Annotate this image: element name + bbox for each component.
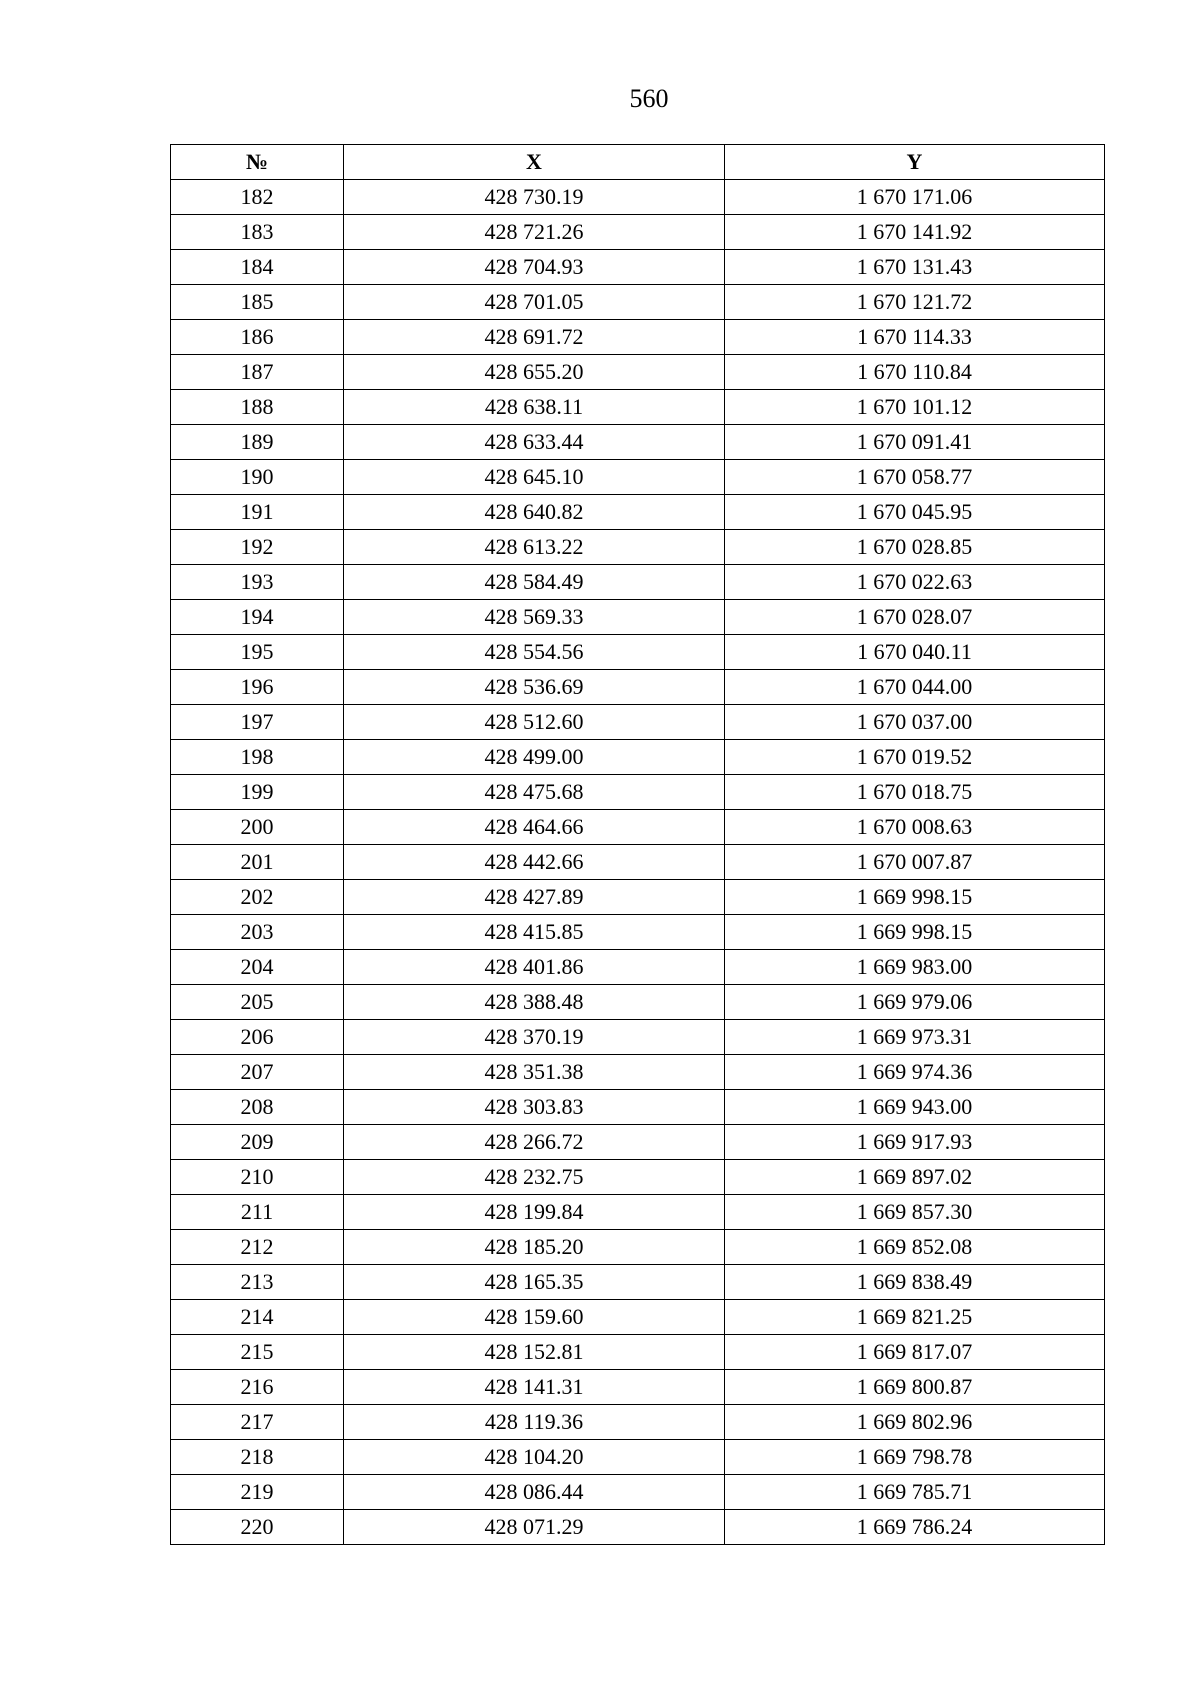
cell-number: 215 (171, 1335, 344, 1370)
cell-y: 1 669 785.71 (725, 1475, 1105, 1510)
table-row (171, 950, 1105, 985)
table-row (171, 740, 1105, 775)
cell-x: 428 613.22 (344, 530, 725, 565)
cell-number: 191 (171, 495, 344, 530)
table-row (171, 495, 1105, 530)
cell-x: 428 442.66 (344, 845, 725, 880)
table-row (171, 390, 1105, 425)
cell-y: 1 669 943.00 (725, 1090, 1105, 1125)
cell-y: 1 670 058.77 (725, 460, 1105, 495)
table-row (171, 1300, 1105, 1335)
cell-y: 1 669 821.25 (725, 1300, 1105, 1335)
cell-x: 428 351.38 (344, 1055, 725, 1090)
table-row (171, 845, 1105, 880)
cell-y: 1 669 983.00 (725, 950, 1105, 985)
cell-y: 1 670 091.41 (725, 425, 1105, 460)
cell-x: 428 464.66 (344, 810, 725, 845)
cell-number: 217 (171, 1405, 344, 1440)
table-row (171, 250, 1105, 285)
table-row (171, 915, 1105, 950)
table-row (171, 180, 1105, 215)
cell-x: 428 554.56 (344, 635, 725, 670)
cell-x: 428 185.20 (344, 1230, 725, 1265)
cell-x: 428 721.26 (344, 215, 725, 250)
cell-x: 428 499.00 (344, 740, 725, 775)
cell-y: 1 669 802.96 (725, 1405, 1105, 1440)
table-row (171, 1440, 1105, 1475)
table-row (171, 285, 1105, 320)
cell-x: 428 427.89 (344, 880, 725, 915)
cell-number: 211 (171, 1195, 344, 1230)
cell-number: 194 (171, 600, 344, 635)
cell-number: 198 (171, 740, 344, 775)
table-row (171, 1335, 1105, 1370)
cell-number: 212 (171, 1230, 344, 1265)
cell-x: 428 199.84 (344, 1195, 725, 1230)
cell-x: 428 655.20 (344, 355, 725, 390)
table-row (171, 600, 1105, 635)
cell-number: 209 (171, 1125, 344, 1160)
table-row (171, 460, 1105, 495)
table-row (171, 530, 1105, 565)
cell-x: 428 119.36 (344, 1405, 725, 1440)
cell-y: 1 670 007.87 (725, 845, 1105, 880)
cell-number: 218 (171, 1440, 344, 1475)
cell-number: 186 (171, 320, 344, 355)
page-number: 560 (629, 84, 669, 113)
cell-x: 428 370.19 (344, 1020, 725, 1055)
cell-x: 428 475.68 (344, 775, 725, 810)
cell-y: 1 670 028.85 (725, 530, 1105, 565)
cell-x: 428 691.72 (344, 320, 725, 355)
cell-x: 428 141.31 (344, 1370, 725, 1405)
cell-number: 197 (171, 705, 344, 740)
cell-number: 182 (171, 180, 344, 215)
cell-number: 189 (171, 425, 344, 460)
cell-x: 428 303.83 (344, 1090, 725, 1125)
cell-x: 428 704.93 (344, 250, 725, 285)
cell-y: 1 670 019.52 (725, 740, 1105, 775)
cell-x: 428 512.60 (344, 705, 725, 740)
cell-x: 428 633.44 (344, 425, 725, 460)
coordinates-table (170, 144, 1105, 1545)
cell-x: 428 086.44 (344, 1475, 725, 1510)
table-row (171, 355, 1105, 390)
cell-y: 1 670 018.75 (725, 775, 1105, 810)
cell-number: 200 (171, 810, 344, 845)
cell-y: 1 670 028.07 (725, 600, 1105, 635)
table-row (171, 425, 1105, 460)
cell-number: 201 (171, 845, 344, 880)
table-row (171, 1125, 1105, 1160)
cell-y: 1 670 040.11 (725, 635, 1105, 670)
table-row (171, 320, 1105, 355)
table-header (171, 145, 1105, 180)
cell-x: 428 536.69 (344, 670, 725, 705)
table-row (171, 1055, 1105, 1090)
table-row (171, 705, 1105, 740)
cell-number: 187 (171, 355, 344, 390)
table-row (171, 1370, 1105, 1405)
cell-number: 219 (171, 1475, 344, 1510)
cell-x: 428 165.35 (344, 1265, 725, 1300)
cell-x: 428 232.75 (344, 1160, 725, 1195)
cell-y: 1 670 110.84 (725, 355, 1105, 390)
cell-number: 185 (171, 285, 344, 320)
cell-y: 1 670 114.33 (725, 320, 1105, 355)
cell-x: 428 645.10 (344, 460, 725, 495)
cell-number: 196 (171, 670, 344, 705)
column-header-y: Y (725, 145, 1105, 180)
column-header-number: № (171, 145, 344, 180)
cell-y: 1 669 817.07 (725, 1335, 1105, 1370)
cell-y: 1 670 045.95 (725, 495, 1105, 530)
cell-number: 183 (171, 215, 344, 250)
cell-x: 428 638.11 (344, 390, 725, 425)
table-row (171, 1510, 1105, 1545)
cell-number: 214 (171, 1300, 344, 1335)
table-body (171, 180, 1105, 1545)
cell-y: 1 669 852.08 (725, 1230, 1105, 1265)
cell-x: 428 152.81 (344, 1335, 725, 1370)
cell-y: 1 669 998.15 (725, 915, 1105, 950)
cell-x: 428 701.05 (344, 285, 725, 320)
cell-y: 1 670 141.92 (725, 215, 1105, 250)
cell-number: 202 (171, 880, 344, 915)
cell-y: 1 669 857.30 (725, 1195, 1105, 1230)
table-row (171, 1265, 1105, 1300)
cell-y: 1 670 121.72 (725, 285, 1105, 320)
cell-number: 184 (171, 250, 344, 285)
cell-number: 210 (171, 1160, 344, 1195)
cell-number: 206 (171, 1020, 344, 1055)
cell-number: 195 (171, 635, 344, 670)
table-row (171, 985, 1105, 1020)
table-row (171, 670, 1105, 705)
cell-number: 192 (171, 530, 344, 565)
cell-y: 1 670 101.12 (725, 390, 1105, 425)
cell-y: 1 669 979.06 (725, 985, 1105, 1020)
cell-number: 203 (171, 915, 344, 950)
cell-y: 1 669 917.93 (725, 1125, 1105, 1160)
cell-number: 205 (171, 985, 344, 1020)
cell-x: 428 401.86 (344, 950, 725, 985)
cell-number: 216 (171, 1370, 344, 1405)
cell-x: 428 730.19 (344, 180, 725, 215)
table-row (171, 565, 1105, 600)
table-row (171, 1195, 1105, 1230)
table-row (171, 215, 1105, 250)
cell-x: 428 569.33 (344, 600, 725, 635)
table-row (171, 635, 1105, 670)
cell-number: 208 (171, 1090, 344, 1125)
cell-y: 1 669 897.02 (725, 1160, 1105, 1195)
cell-y: 1 670 131.43 (725, 250, 1105, 285)
cell-y: 1 670 022.63 (725, 565, 1105, 600)
cell-x: 428 266.72 (344, 1125, 725, 1160)
cell-number: 193 (171, 565, 344, 600)
table-row (171, 810, 1105, 845)
column-header-x: X (344, 145, 725, 180)
table-row (171, 1020, 1105, 1055)
cell-y: 1 669 998.15 (725, 880, 1105, 915)
cell-number: 190 (171, 460, 344, 495)
table-row (171, 1405, 1105, 1440)
cell-y: 1 670 008.63 (725, 810, 1105, 845)
cell-y: 1 669 973.31 (725, 1020, 1105, 1055)
table-row (171, 775, 1105, 810)
cell-number: 220 (171, 1510, 344, 1545)
header-row (171, 145, 1105, 180)
cell-number: 204 (171, 950, 344, 985)
cell-y: 1 669 974.36 (725, 1055, 1105, 1090)
cell-y: 1 669 786.24 (725, 1510, 1105, 1545)
cell-number: 207 (171, 1055, 344, 1090)
cell-x: 428 071.29 (344, 1510, 725, 1545)
cell-number: 213 (171, 1265, 344, 1300)
cell-number: 188 (171, 390, 344, 425)
table-row (171, 1475, 1105, 1510)
cell-y: 1 670 037.00 (725, 705, 1105, 740)
cell-y: 1 670 171.06 (725, 180, 1105, 215)
cell-y: 1 669 838.49 (725, 1265, 1105, 1300)
table-row (171, 1160, 1105, 1195)
cell-x: 428 640.82 (344, 495, 725, 530)
table-row (171, 1090, 1105, 1125)
cell-x: 428 388.48 (344, 985, 725, 1020)
cell-x: 428 584.49 (344, 565, 725, 600)
cell-x: 428 159.60 (344, 1300, 725, 1335)
cell-x: 428 415.85 (344, 915, 725, 950)
table-row (171, 880, 1105, 915)
cell-y: 1 669 800.87 (725, 1370, 1105, 1405)
cell-number: 199 (171, 775, 344, 810)
cell-y: 1 670 044.00 (725, 670, 1105, 705)
table-row (171, 1230, 1105, 1265)
cell-x: 428 104.20 (344, 1440, 725, 1475)
cell-y: 1 669 798.78 (725, 1440, 1105, 1475)
